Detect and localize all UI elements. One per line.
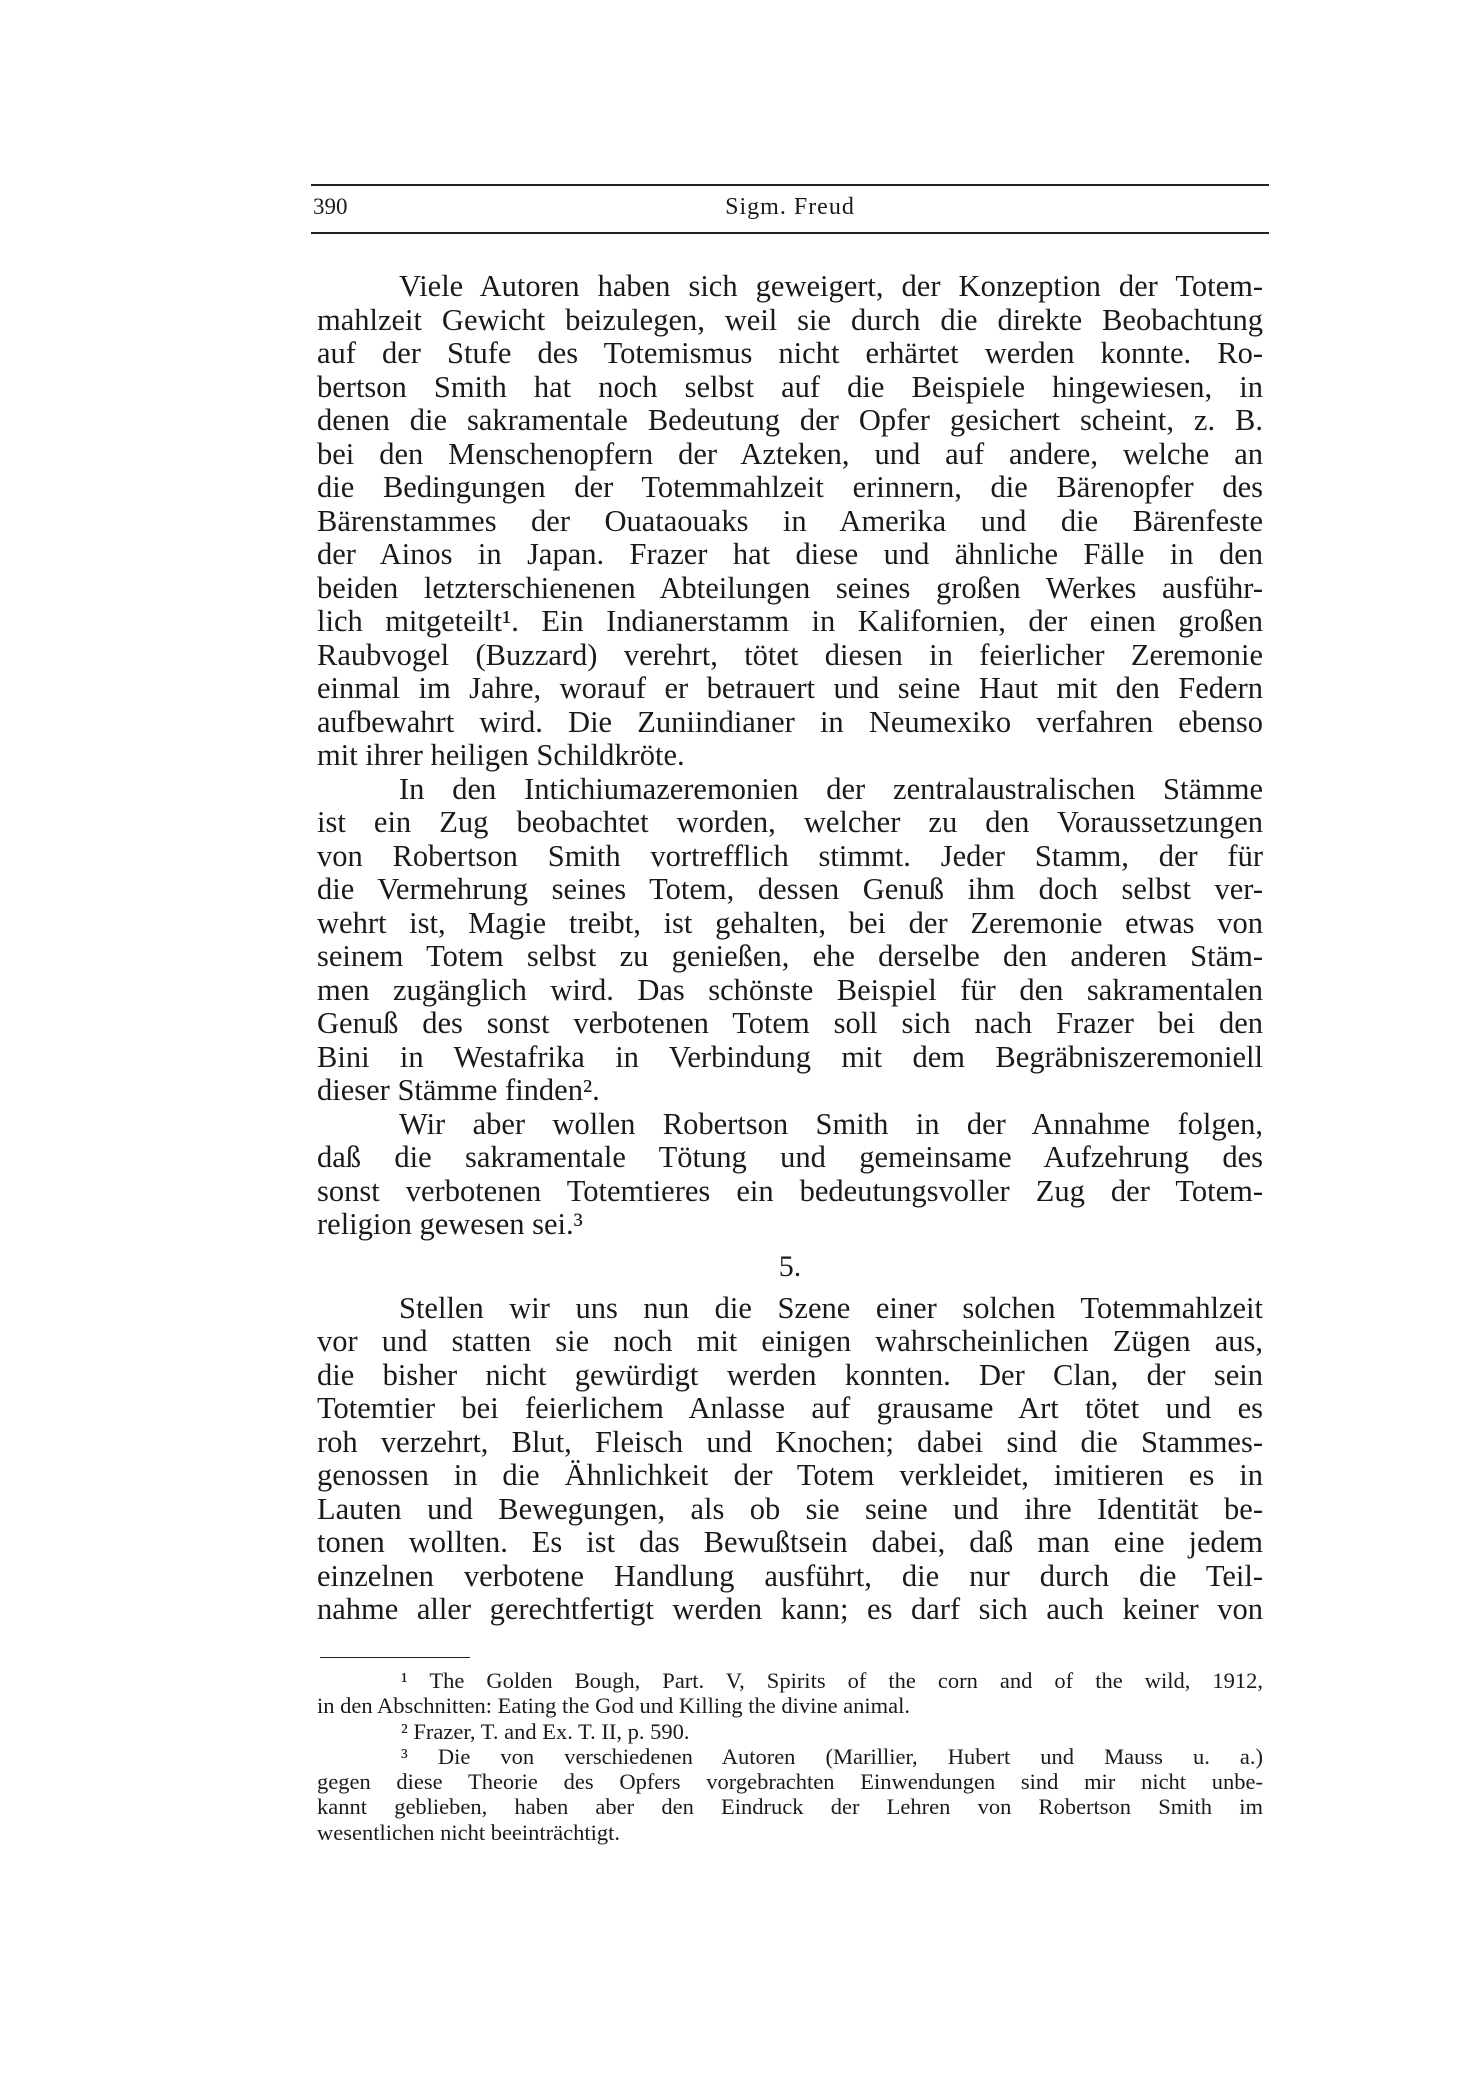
body-line: Viele Autoren haben sich geweigert, der Konzeption der Totem- [399, 269, 1263, 303]
body-line: denen die sakramentale Bedeutung der Opfer gesichert scheint, z. B. [317, 403, 1263, 437]
body-line: Totemtier bei feierlichem Anlasse auf grausame Art tötet und es [317, 1391, 1263, 1425]
body-line: die Vermehrung seines Totem, dessen Genuß ihm doch selbst ver- [317, 872, 1263, 906]
body-line: roh verzehrt, Blut, Fleisch und Knochen; dabei sind die Stammes- [317, 1424, 1263, 1459]
section-number: 5. [778, 1249, 802, 1283]
body-line: von Robertson Smith vortrefflich stimmt. Jeder Stamm, der für [317, 838, 1263, 873]
body-line: wehrt ist, Magie treibt, ist gehalten, bei der Zeremonie etwas von [317, 905, 1263, 940]
body-line: seinem Totem selbst zu genießen, ehe derselbe den anderen Stäm- [317, 939, 1263, 973]
body-line: ist ein Zug beobachtet worden, welcher zu den Voraussetzungen [317, 805, 1263, 839]
running-head [311, 194, 1269, 228]
body-line: die bisher nicht gewürdigt werden konnten. Der Clan, der sein [317, 1357, 1263, 1392]
footnote-line: ³ Die von verschiedenen Autoren (Marillier, Hubert und Mauss u. a.) [401, 1743, 1263, 1769]
footnote-line: wesentlichen nicht beeinträchtigt. [317, 1819, 621, 1845]
body-line: Bärenstammes der Ouataouaks in Amerika und die Bärenfeste [317, 503, 1263, 538]
body-line: Raubvogel (Buzzard) verehrt, tötet diesen in feierlicher Zeremonie [317, 637, 1263, 672]
running-head-author: Sigm. Freud [725, 194, 855, 220]
body-line: vor und statten sie noch mit einigen wahrscheinlichen Zügen aus, [317, 1324, 1263, 1358]
body-line: men zugänglich wird. Das schönste Beispiel für den sakramentalen [317, 972, 1263, 1007]
body-line: aufbewahrt wird. Die Zuniindianer in Neumexiko verfahren ebenso [317, 704, 1263, 739]
body-line: In den Intichiumazeremonien der zentralaustralischen Stämme [399, 771, 1263, 806]
body-line: der Ainos in Japan. Frazer hat diese und ähnliche Fälle in den [317, 537, 1263, 571]
footnote-line: kannt geblieben, haben aber den Eindruck der Lehren von Robertson Smith im [317, 1794, 1263, 1820]
header-bottom-rule [311, 232, 1269, 234]
body-line: bertson Smith hat noch selbst auf die Beispiele hingewiesen, in [317, 369, 1263, 404]
footnote-line: ² Frazer, T. and Ex. T. II, p. 590. [401, 1718, 690, 1744]
footnotes [317, 1668, 1263, 1845]
body-line: mit ihrer heiligen Schildkröte. [317, 738, 685, 772]
body-line: sonst verbotenen Totemtieres ein bedeutungsvoller Zug der Totem- [317, 1173, 1263, 1208]
body-line: einmal im Jahre, worauf er betrauert und seine Haut mit den Federn [317, 671, 1263, 705]
body-line: Bini in Westafrika in Verbindung mit dem Begräbniszeremoniell [317, 1039, 1263, 1074]
body-line: Lauten und Bewegungen, als ob sie seine und ihre Identität be- [317, 1491, 1263, 1526]
body-line: bei den Menschenopfern der Azteken, und auf andere, welche an [317, 436, 1263, 471]
footnote-line: gegen diese Theorie des Opfers vorgebrachten Einwendungen sind mir nicht unbe- [317, 1769, 1263, 1795]
body-line: einzelnen verbotene Handlung ausführt, die nur durch die Teil- [317, 1558, 1263, 1593]
body-line: Stellen wir uns nun die Szene einer solchen Totemmahlzeit [399, 1290, 1263, 1325]
body-text [317, 270, 1263, 1627]
body-line: nahme aller gerechtfertigt werden kann; es darf sich auch keiner von [317, 1592, 1263, 1626]
body-line: lich mitgeteilt¹. Ein Indianerstamm in Kalifornien, der einen großen [317, 604, 1263, 638]
page-number: 390 [313, 194, 348, 219]
footnote-line: ¹ The Golden Bough, Part. V, Spirits of the corn and of the wild, 1912, [401, 1668, 1263, 1693]
body-line: Wir aber wollen Robertson Smith in der Annahme folgen, [399, 1106, 1263, 1141]
body-line: daß die sakramentale Tötung und gemeinsame Aufzehrung des [317, 1140, 1263, 1174]
footnote-line: in den Abschnitten: Eating the God und Killing the divine animal. [317, 1693, 911, 1719]
body-line: beiden letzterschienenen Abteilungen seines großen Werkes ausführ- [317, 570, 1263, 605]
body-line: genossen in die Ähnlichkeit der Totem verkleidet, imitieren es in [317, 1458, 1263, 1492]
body-line: auf der Stufe des Totemismus nicht erhärtet werden konnte. Ro- [317, 336, 1263, 370]
body-line: mahlzeit Gewicht beizulegen, weil sie durch die direkte Beobachtung [317, 302, 1263, 337]
body-line: tonen wollten. Es ist das Bewußtsein dabei, daß man eine jedem [317, 1525, 1263, 1559]
body-line: die Bedingungen der Totemmahlzeit erinnern, die Bärenopfer des [317, 470, 1263, 504]
header-top-rule [311, 184, 1269, 186]
body-line: dieser Stämme finden². [317, 1073, 600, 1107]
body-line: Genuß des sonst verbotenen Totem soll sich nach Frazer bei den [317, 1006, 1263, 1040]
body-line: religion gewesen sei.³ [317, 1207, 583, 1241]
footnote-rule [320, 1657, 470, 1658]
